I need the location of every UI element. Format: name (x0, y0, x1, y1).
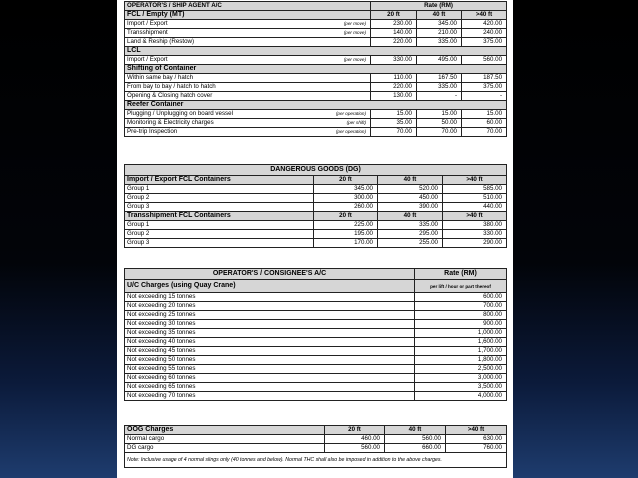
dg-title: DANGEROUS GOODS (DG) (125, 165, 507, 176)
row-unit: (per operation) (335, 111, 366, 117)
rate-value: 660.00 (385, 444, 446, 453)
reefer-rows (125, 110, 507, 137)
rate-value: 330.00 (443, 230, 507, 239)
row-label-cell (125, 128, 371, 137)
rate-value: 15.00 (462, 110, 507, 119)
rate-value: 4,000.00 (415, 392, 507, 401)
row-label: Group 2 (127, 194, 150, 202)
table-row (125, 194, 507, 203)
consignee-title: OPERATOR'S / CONSIGNEE'S A/C (125, 269, 415, 280)
rate-value: 760.00 (446, 444, 507, 453)
table-row (125, 20, 507, 29)
table-row (125, 293, 507, 302)
row-label: Import / Export (127, 56, 168, 64)
table-row (125, 392, 507, 401)
rate-value: 630.00 (446, 435, 507, 444)
lcl-heading: LCL (125, 47, 507, 56)
row-label-cell (125, 347, 415, 356)
rate-value: 290.00 (443, 239, 507, 248)
reefer-heading: Reefer Container (125, 101, 507, 110)
row-label: Plugging / Unplugging on board vessel (127, 110, 233, 118)
rate-value: 335.00 (417, 38, 462, 47)
rate-value: 167.50 (417, 74, 462, 83)
size-header: 20 ft (314, 176, 378, 185)
table-row (125, 38, 507, 47)
rate-value: - (462, 92, 507, 101)
oog-rows (125, 435, 507, 453)
row-label-cell (125, 356, 415, 365)
row-label: From bay to bay / hatch to hatch (127, 83, 216, 91)
rate-value: 495.00 (417, 56, 462, 65)
table-row (125, 365, 507, 374)
table-row (125, 338, 507, 347)
table-row (125, 203, 507, 212)
rate-value: 1,700.00 (415, 347, 507, 356)
rate-header: Rate (RM) (371, 2, 507, 11)
row-label: Not exceeding 65 tonnes (127, 383, 196, 391)
rate-value: 335.00 (417, 83, 462, 92)
rate-value: 560.00 (385, 435, 446, 444)
rate-value: 255.00 (378, 239, 443, 248)
dg-trans-heading: Transshipment FCL Containers (125, 212, 314, 221)
rate-value: 70.00 (462, 128, 507, 137)
rate-value: 130.00 (371, 92, 417, 101)
row-label: Not exceeding 55 tonnes (127, 365, 196, 373)
row-label: Opening & Closing hatch cover (127, 92, 213, 100)
row-label: Not exceeding 15 tonnes (127, 293, 196, 301)
row-label-cell (125, 119, 371, 128)
row-unit: (per operation) (335, 129, 366, 135)
rate-value: 15.00 (417, 110, 462, 119)
size-header: >40 ft (446, 426, 507, 435)
rate-value: 585.00 (443, 185, 507, 194)
row-label: Land & Reship (Restow) (127, 38, 195, 46)
oog-heading: OOG Charges (125, 426, 325, 435)
fcl-rows (125, 20, 507, 47)
rate-value: 260.00 (314, 203, 378, 212)
row-label-cell (125, 374, 415, 383)
row-label: Group 1 (127, 185, 150, 193)
rate-value: 70.00 (417, 128, 462, 137)
size-header: >40 ft (462, 11, 507, 20)
shift-rows (125, 74, 507, 101)
rate-value: 460.00 (325, 435, 385, 444)
fcl-heading: FCL / Empty (MT) (125, 11, 371, 20)
row-label: Not exceeding 60 tonnes (127, 374, 196, 382)
row-label-cell (125, 92, 371, 101)
consignee-table (124, 268, 507, 401)
rate-value: 2,500.00 (415, 365, 507, 374)
row-label: Group 3 (127, 203, 150, 211)
rate-value: 140.00 (371, 29, 417, 38)
uc-heading: U/C Charges (using Quay Crane) (125, 280, 415, 293)
row-label: Import / Export (127, 20, 168, 28)
row-label-cell (125, 221, 314, 230)
rate-value: 220.00 (371, 83, 417, 92)
row-label: Group 2 (127, 230, 150, 238)
dg-table (124, 164, 507, 248)
rate-value: 225.00 (314, 221, 378, 230)
size-header: >40 ft (443, 176, 507, 185)
rate-value: 390.00 (378, 203, 443, 212)
row-label-cell (125, 74, 371, 83)
oog-table (124, 425, 507, 468)
rate-value: 35.00 (371, 119, 417, 128)
row-label: Transshipment (127, 29, 168, 37)
rate-value: 330.00 (371, 56, 417, 65)
table-row (125, 230, 507, 239)
rate-value: 335.00 (378, 221, 443, 230)
row-label-cell (125, 302, 415, 311)
row-unit: (per move) (343, 57, 366, 63)
table-row (125, 444, 507, 453)
table-row (125, 56, 507, 65)
tariff-sheet (117, 0, 513, 478)
size-header: >40 ft (443, 212, 507, 221)
lcl-rows (125, 56, 507, 65)
row-label: Not exceeding 70 tonnes (127, 392, 196, 400)
table-row (125, 239, 507, 248)
rate-value: 375.00 (462, 83, 507, 92)
row-label: Group 3 (127, 239, 150, 247)
row-label-cell (125, 203, 314, 212)
row-label-cell (125, 194, 314, 203)
rate-value: 50.00 (417, 119, 462, 128)
row-label: Not exceeding 45 tonnes (127, 347, 196, 355)
rate-value: 450.00 (378, 194, 443, 203)
row-label-cell (125, 383, 415, 392)
rate-value: 210.00 (417, 29, 462, 38)
rate-value: 1,000.00 (415, 329, 507, 338)
rate-value: 70.00 (371, 128, 417, 137)
table-row (125, 74, 507, 83)
rate-value: 700.00 (415, 302, 507, 311)
rate-value: 220.00 (371, 38, 417, 47)
size-header: 40 ft (378, 176, 443, 185)
rate-value: 600.00 (415, 293, 507, 302)
row-label-cell (125, 29, 371, 38)
size-header: 40 ft (378, 212, 443, 221)
table-row (125, 374, 507, 383)
table-row (125, 110, 507, 119)
row-label-cell (125, 20, 371, 29)
row-label-cell (125, 83, 371, 92)
table-row (125, 92, 507, 101)
size-header: 40 ft (385, 426, 446, 435)
row-label: Group 1 (127, 221, 150, 229)
dg-import-heading: Import / Export FCL Containers (125, 176, 314, 185)
uc-rows (125, 293, 507, 401)
row-label-cell (125, 435, 325, 444)
table-row (125, 311, 507, 320)
rate-value: 60.00 (462, 119, 507, 128)
rate-value: 240.00 (462, 29, 507, 38)
row-label-cell (125, 185, 314, 194)
row-unit: (per move) (343, 30, 366, 36)
size-header: 20 ft (325, 426, 385, 435)
rate-unit: per lift / hour or part thereof (415, 280, 507, 293)
row-label-cell (125, 56, 371, 65)
row-label-cell (125, 365, 415, 374)
rate-value: 520.00 (378, 185, 443, 194)
table-row (125, 347, 507, 356)
table-row (125, 221, 507, 230)
consignee-rate-header: Rate (RM) (415, 269, 507, 280)
row-label: Not exceeding 40 tonnes (127, 338, 196, 346)
oog-note: Note: Inclusive usage of 4 normal slings only (40 tonnes and below). Normal THC shall also be imposed in addition to the above charges. (125, 453, 507, 468)
table-row (125, 435, 507, 444)
table-row (125, 302, 507, 311)
rate-value: 560.00 (462, 56, 507, 65)
row-label-cell (125, 392, 415, 401)
rate-value: 560.00 (325, 444, 385, 453)
row-label: Not exceeding 30 tonnes (127, 320, 196, 328)
row-label: Not exceeding 20 tonnes (127, 302, 196, 310)
table-row (125, 185, 507, 194)
rate-value: 300.00 (314, 194, 378, 203)
rate-value: 345.00 (314, 185, 378, 194)
row-label: Not exceeding 50 tonnes (127, 356, 196, 364)
rate-value: 110.00 (371, 74, 417, 83)
rate-value: 380.00 (443, 221, 507, 230)
table-row (125, 128, 507, 137)
rate-value: 295.00 (378, 230, 443, 239)
rate-value: 900.00 (415, 320, 507, 329)
dg-trans-rows (125, 221, 507, 248)
row-label-cell (125, 239, 314, 248)
table-row (125, 29, 507, 38)
rate-value: 230.00 (371, 20, 417, 29)
table-row (125, 83, 507, 92)
rate-value: 170.00 (314, 239, 378, 248)
size-header: 20 ft (314, 212, 378, 221)
row-label-cell (125, 444, 325, 453)
table-row (125, 320, 507, 329)
row-label: Not exceeding 35 tonnes (127, 329, 196, 337)
rate-value: 15.00 (371, 110, 417, 119)
row-label: Within same bay / hatch (127, 74, 194, 82)
rate-value: 1,800.00 (415, 356, 507, 365)
row-unit: (per shift) (346, 120, 366, 126)
rate-value: 3,500.00 (415, 383, 507, 392)
ship-agent-table (124, 1, 507, 137)
row-label-cell (125, 293, 415, 302)
rate-value: 375.00 (462, 38, 507, 47)
size-header: 40 ft (417, 11, 462, 20)
rate-value: 800.00 (415, 311, 507, 320)
rate-value: 187.50 (462, 74, 507, 83)
dg-import-rows (125, 185, 507, 212)
row-label: DG cargo (127, 444, 154, 452)
row-unit: (per move) (343, 21, 366, 27)
rate-value: 1,600.00 (415, 338, 507, 347)
table-row (125, 356, 507, 365)
rate-value: 3,000.00 (415, 374, 507, 383)
table-row (125, 329, 507, 338)
row-label: Not exceeding 25 tonnes (127, 311, 196, 319)
row-label-cell (125, 110, 371, 119)
table-row (125, 119, 507, 128)
ship-agent-title: OPERATOR'S / SHIP AGENT A/C (125, 2, 371, 11)
rate-value: - (417, 92, 462, 101)
size-header: 20 ft (371, 11, 417, 20)
table-row (125, 383, 507, 392)
rate-value: 440.00 (443, 203, 507, 212)
row-label-cell (125, 230, 314, 239)
row-label: Monitoring & Electricity charges (127, 119, 214, 127)
rate-value: 420.00 (462, 20, 507, 29)
row-label-cell (125, 320, 415, 329)
row-label-cell (125, 338, 415, 347)
shift-heading: Shifting of Container (125, 65, 507, 74)
row-label-cell (125, 329, 415, 338)
row-label-cell (125, 311, 415, 320)
rate-value: 510.00 (443, 194, 507, 203)
rate-value: 195.00 (314, 230, 378, 239)
row-label-cell (125, 38, 371, 47)
rate-value: 345.00 (417, 20, 462, 29)
row-label: Pre-trip Inspection (127, 128, 178, 136)
row-label: Normal cargo (127, 435, 165, 443)
